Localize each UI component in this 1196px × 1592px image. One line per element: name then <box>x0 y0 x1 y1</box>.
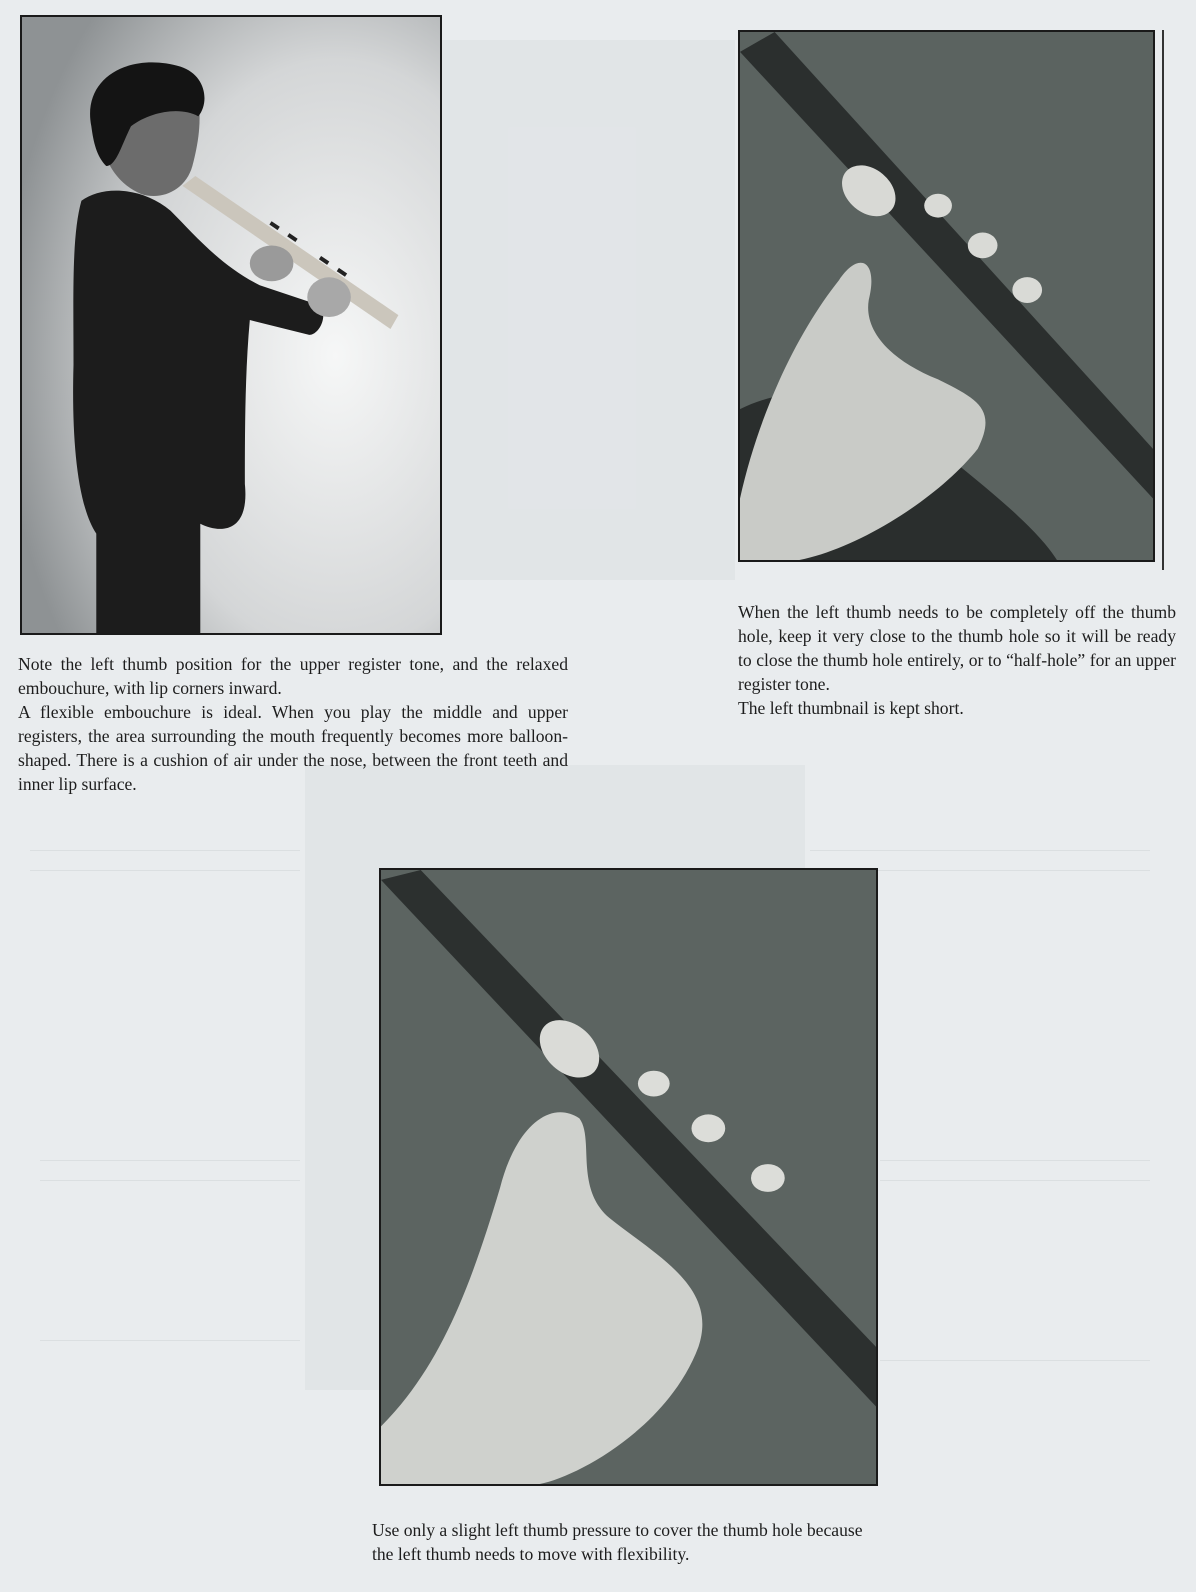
show-through-staff <box>40 1180 300 1181</box>
show-through-staff <box>880 1160 1150 1161</box>
show-through-staff <box>40 1340 300 1341</box>
left-hand-thumb-covering-photo <box>379 868 878 1486</box>
page-edge-rule <box>1162 30 1164 570</box>
show-through-staff <box>30 850 300 851</box>
caption-left-paragraph-2: A flexible embouchure is ideal. When you play the middle and upper registers, the area surrounding the mouth frequently becomes more balloon-shaped. There is a cushion of air under the nose, between the front teeth and inner lip surface. <box>18 702 568 794</box>
left-hand-thumb-off-photo-art <box>740 32 1153 560</box>
show-through-staff <box>30 870 300 871</box>
caption-right-paragraph-2: The left thumbnail is kept short. <box>738 698 964 718</box>
left-hand-thumb-covering-photo-art <box>381 870 876 1484</box>
caption-bottom-paragraph-1: Use only a slight left thumb pressure to cover the thumb hole because the left thumb needs to move with flexibility. <box>372 1520 863 1564</box>
show-through-block-lower <box>305 885 380 1390</box>
caption-left <box>18 652 568 796</box>
show-through-staff <box>880 1180 1150 1181</box>
show-through-staff <box>810 850 1150 851</box>
caption-bottom <box>372 1518 882 1566</box>
left-hand-thumb-off-photo <box>738 30 1155 562</box>
recorder-player-photo-art <box>22 17 440 633</box>
show-through-staff <box>880 1360 1150 1361</box>
show-through-staff <box>40 1160 300 1161</box>
caption-left-paragraph-1: Note the left thumb position for the upper register tone, and the relaxed embouchure, with lip corners inward. <box>18 654 568 698</box>
recorder-player-photo <box>20 15 442 635</box>
caption-right-paragraph-1: When the left thumb needs to be completely off the thumb hole, keep it very close to the thumb hole so it will be ready to close the thumb hole entirely, or to “half-hole” for an upper register tone. <box>738 602 1176 694</box>
caption-right <box>738 600 1176 720</box>
